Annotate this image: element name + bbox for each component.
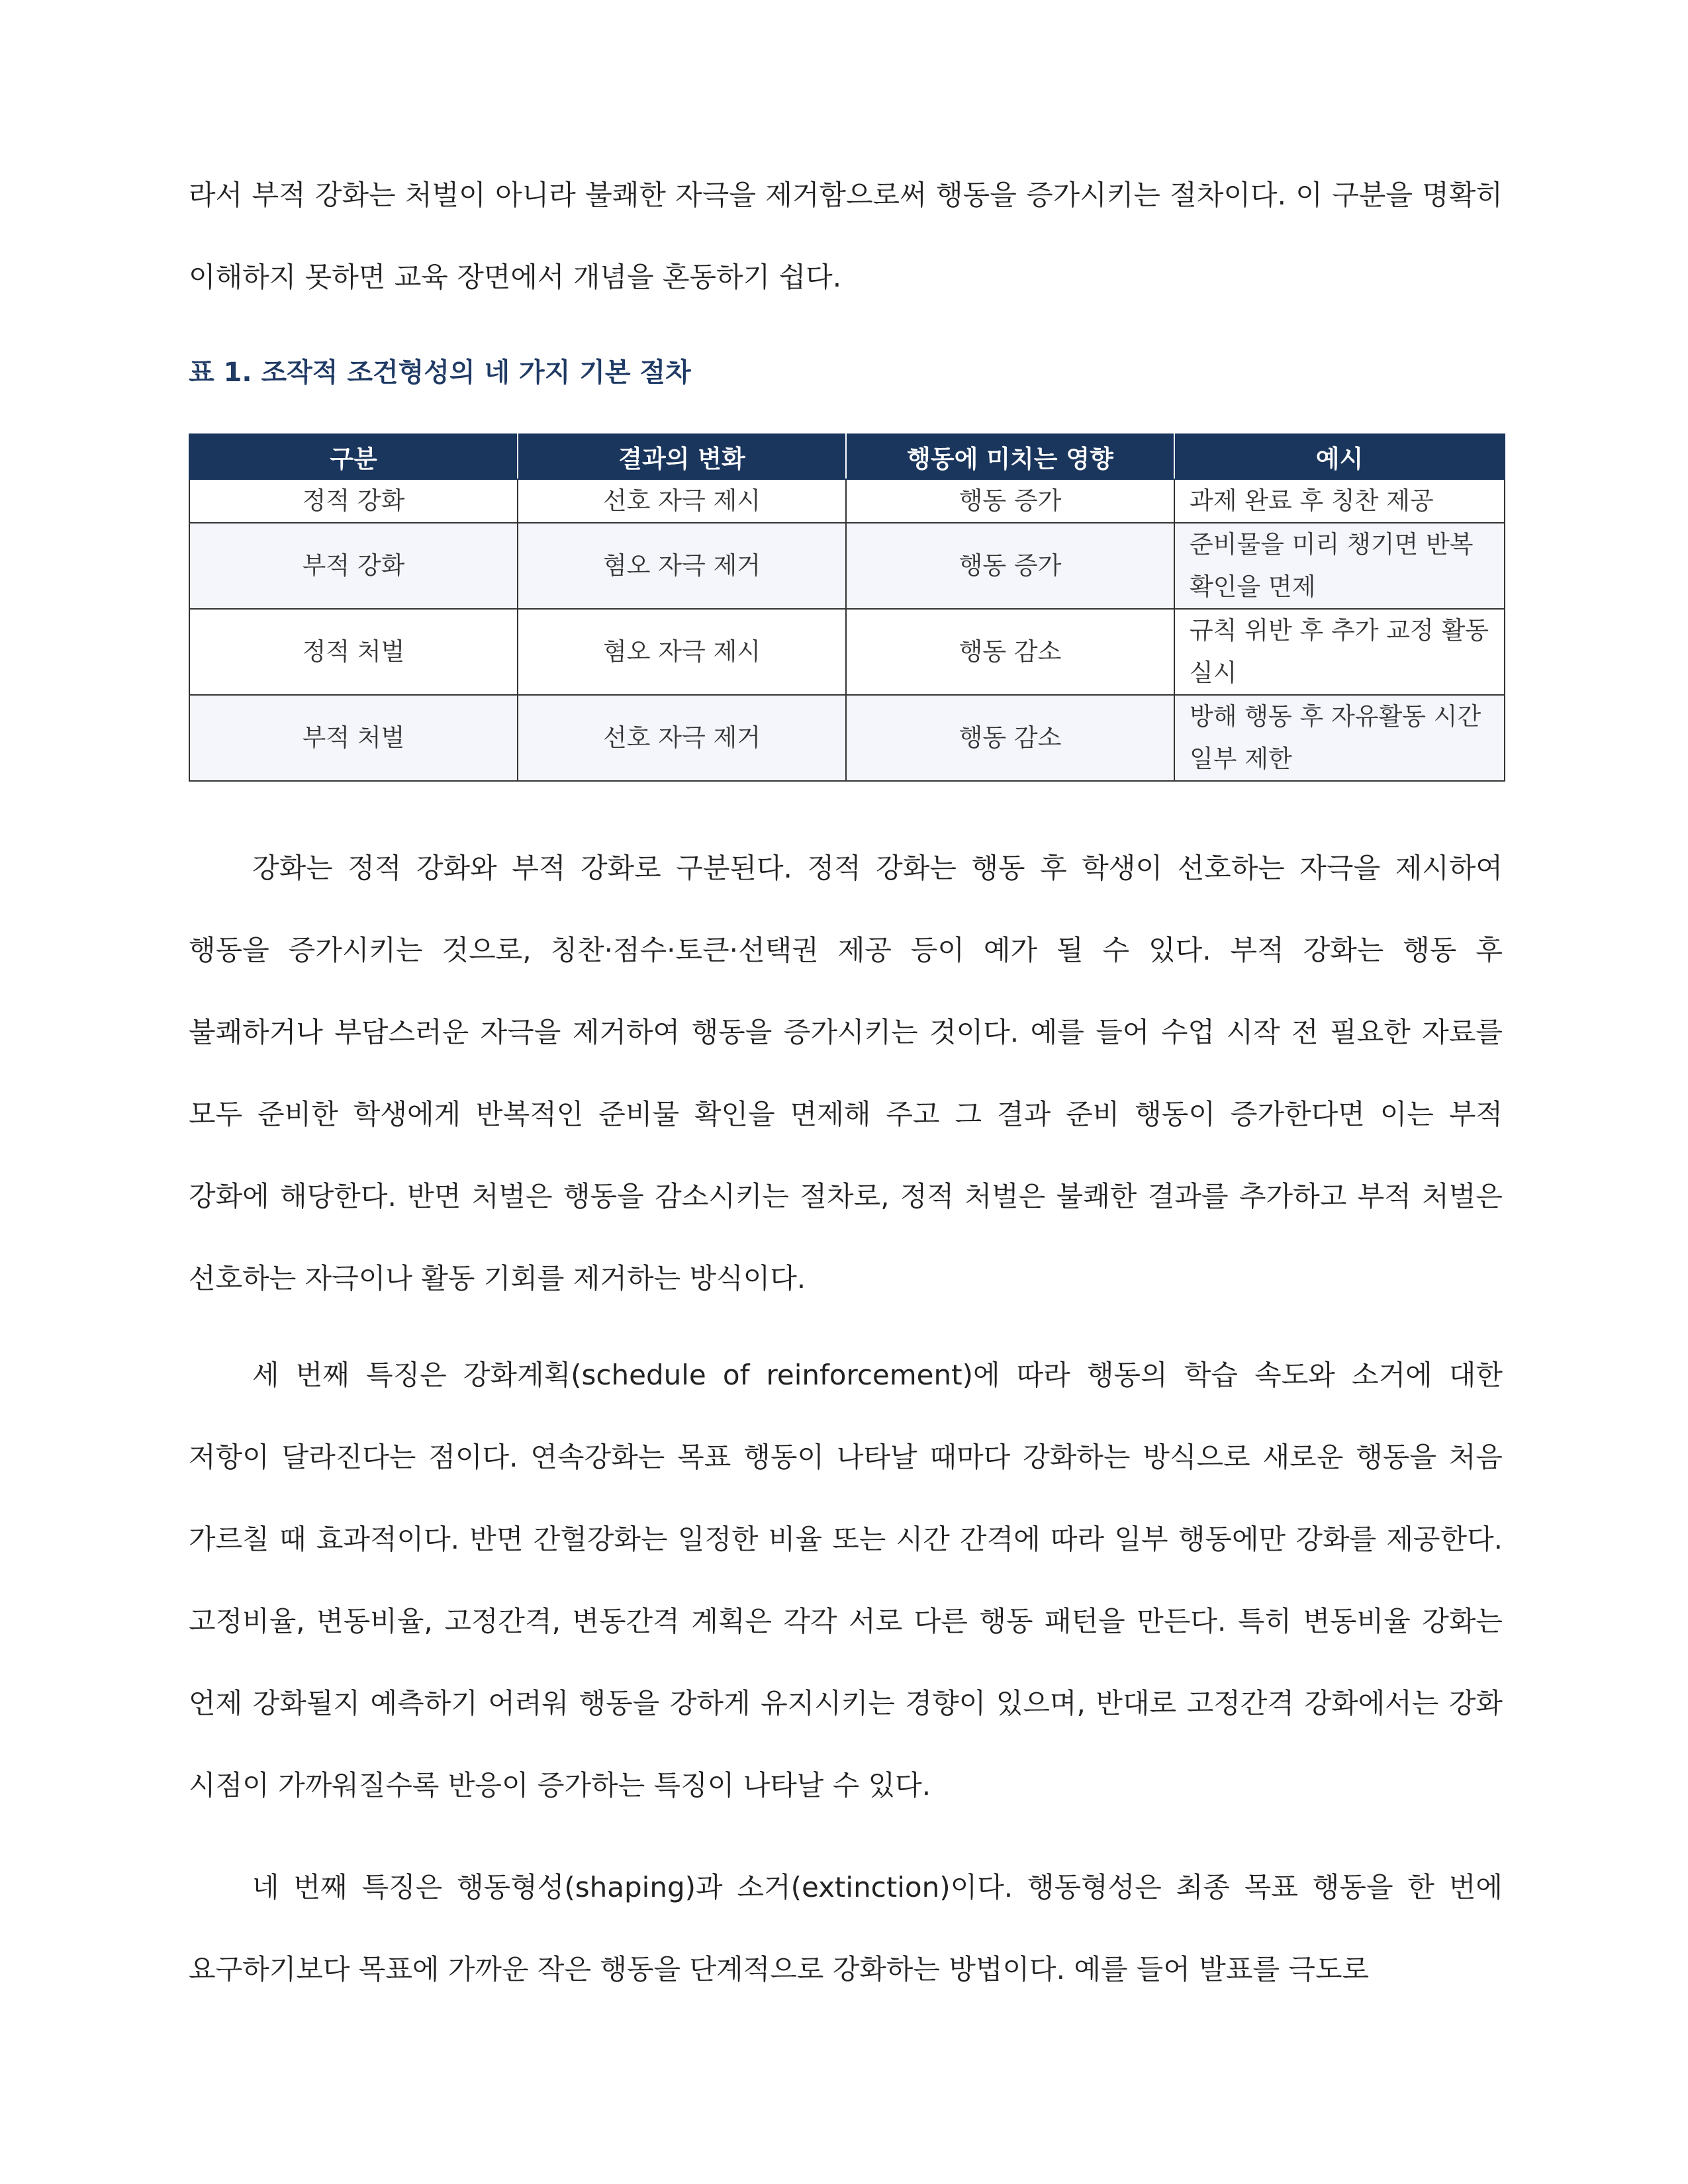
header-effect: 행동에 미치는 영향: [846, 434, 1174, 479]
cell-category: 정적 강화: [189, 479, 518, 523]
table-row: [189, 523, 1505, 609]
table-row: [189, 695, 1505, 781]
cell-consequence: 선호 자극 제거: [518, 695, 846, 781]
cell-effect: 행동 감소: [846, 609, 1174, 695]
table-caption: 표 1. 조작적 조건형성의 네 가지 기본 절차: [189, 357, 691, 388]
table-row: [189, 479, 1505, 523]
cell-consequence: 혐오 자극 제거: [518, 523, 846, 609]
cell-category: 부적 강화: [189, 523, 518, 609]
cell-effect: 행동 증가: [846, 523, 1174, 609]
paragraph-reinforcement-schedule: 세 번째 특징은 강화계획(schedule of reinforcement)에 따라 행동의 학습 속도와 소거에 대한 저항이 달라진다는 점이다. 연속강화는 목표 행동이 나타날 때마다 강화하는 방식으로 새로운 행동을 처음 가르칠 때 효과적이다. 반면 간헐강화는 일정한 비율 또는 시간 간격에 따라 일부 행동에만 강화를 제공한다. 고정비율, 변동비율, 고정간격, 변동간격 계획은 각각 서로 다른 행동 패턴을 만든다. 특히 변동비율 강화는 언제 강화될지 예측하기 어려워 행동을 강하게 유지시키는 경향이 있으며, 반대로 고정간격 강화에서는 강화 시점이 가까워질수록 반응이 증가하는 특징이 나타날 수 있다.: [189, 1359, 1503, 1801]
cell-consequence: 선호 자극 제시: [518, 479, 846, 523]
cell-category: 정적 처벌: [189, 609, 518, 695]
cell-example: 방해 행동 후 자유활동 시간 일부 제한: [1174, 695, 1505, 781]
paragraph-shaping-extinction: 네 번째 특징은 행동형성(shaping)과 소거(extinction)이다. 행동형성은 최종 목표 행동을 한 번에 요구하기보다 목표에 가까운 작은 행동을 단계적으로 강화하는 방법이다. 예를 들어 발표를 극도로: [189, 1871, 1503, 1985]
cell-consequence: 혐오 자극 제시: [518, 609, 846, 695]
header-category: 구분: [189, 434, 518, 479]
table-header-row: [189, 434, 1505, 479]
intro-paragraph: 라서 부적 강화는 처벌이 아니라 불쾌한 자극을 제거함으로써 행동을 증가시키는 절차이다. 이 구분을 명확히 이해하지 못하면 교육 장면에서 개념을 혼동하기 쉽다.: [189, 179, 1503, 293]
paragraph-reinforcement-types: 강화는 정적 강화와 부적 강화로 구분된다. 정적 강화는 행동 후 학생이 선호하는 자극을 제시하여 행동을 증가시키는 것으로, 칭찬·점수·토큰·선택권 제공 등이 예가 될 수 있다. 부적 강화는 행동 후 불쾌하거나 부담스러운 자극을 제거하여 행동을 증가시키는 것이다. 예를 들어 수업 시작 전 필요한 자료를 모두 준비한 학생에게 반복적인 준비물 확인을 면제해 주고 그 결과 준비 행동이 증가한다면 이는 부적 강화에 해당한다. 반면 처벌은 행동을 감소시키는 절차로, 정적 처벌은 불쾌한 결과를 추가하고 부적 처벌은 선호하는 자극이나 활동 기회를 제거하는 방식이다.: [189, 852, 1503, 1295]
cell-effect: 행동 증가: [846, 479, 1174, 523]
cell-effect: 행동 감소: [846, 695, 1174, 781]
header-consequence: 결과의 변화: [518, 434, 846, 479]
table-row: [189, 609, 1505, 695]
cell-example: 과제 완료 후 칭찬 제공: [1174, 479, 1505, 523]
procedure-table: [189, 433, 1505, 782]
header-example: 예시: [1174, 434, 1505, 479]
cell-example: 규칙 위반 후 추가 교정 활동 실시: [1174, 609, 1505, 695]
cell-category: 부적 처벌: [189, 695, 518, 781]
cell-example: 준비물을 미리 챙기면 반복 확인을 면제: [1174, 523, 1505, 609]
